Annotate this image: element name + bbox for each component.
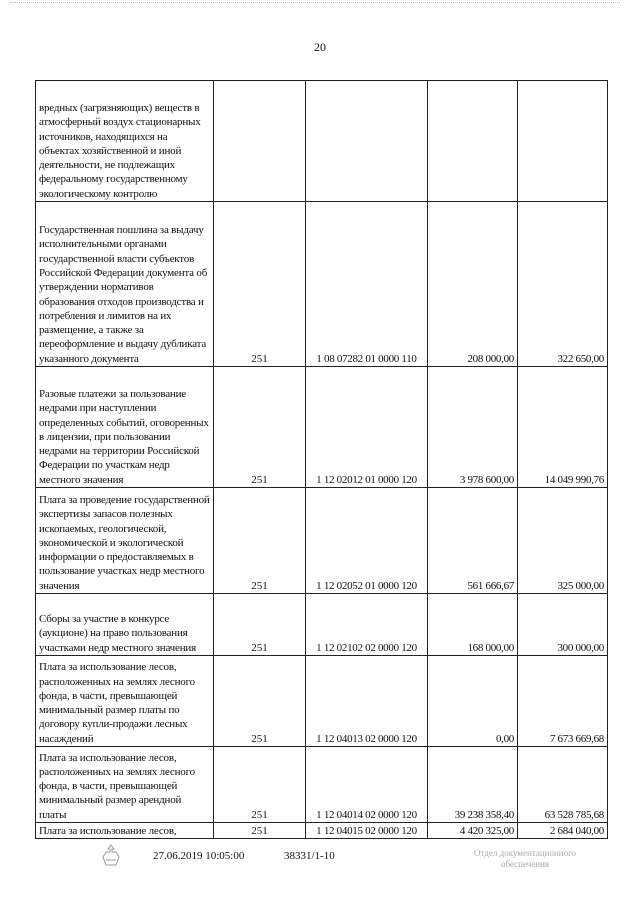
row-admin-code: 251 xyxy=(214,823,306,839)
row-admin-code: 251 xyxy=(214,202,306,367)
row-kbk-code: 1 12 02012 01 0000 120 xyxy=(306,367,428,488)
row-value-2: 14 049 990,76 xyxy=(518,367,608,488)
row-value-2: 300 000,00 xyxy=(518,594,608,656)
row-admin-code: 251 xyxy=(214,594,306,656)
row-value-2: 63 528 785,68 xyxy=(518,747,608,823)
row-value-1: 4 420 325,00 xyxy=(428,823,518,839)
row-name: вредных (загрязняющих) веществ в атмосферный воздух стационарных источников, находящихся на объектах хозяйственной и иной деятельности, не подлежащих федеральному государственному экологическому контролю xyxy=(36,81,214,202)
row-name: Плата за использование лесов, расположенных на землях лесного фонда, в части, превышающей минимальный размер платы по договору купли-продажи лесных насаждений xyxy=(36,656,214,747)
row-kbk-code: 1 12 04014 02 0000 120 xyxy=(306,747,428,823)
row-value-1: 3 978 600,00 xyxy=(428,367,518,488)
row-value-1: 561 666,67 xyxy=(428,488,518,594)
scan-top-edge xyxy=(10,2,620,7)
table-row xyxy=(36,823,608,839)
row-value-2 xyxy=(518,81,608,202)
row-kbk-code: 1 12 02052 01 0000 120 xyxy=(306,488,428,594)
row-value-1: 0,00 xyxy=(428,656,518,747)
row-name: Сборы за участие в конкурсе (аукционе) на право пользования участками недр местного значения xyxy=(36,594,214,656)
row-name: Плата за использование лесов, xyxy=(36,823,214,839)
table-row xyxy=(36,81,608,202)
row-admin-code: 251 xyxy=(214,656,306,747)
row-value-1: 168 000,00 xyxy=(428,594,518,656)
row-kbk-code: 1 12 04013 02 0000 120 xyxy=(306,656,428,747)
footer-datetime: 27.06.2019 10:05:00 xyxy=(153,850,245,862)
footer-stamp-text: Отдел документационного обеспечения xyxy=(473,848,577,869)
table-row xyxy=(36,367,608,488)
table-row xyxy=(36,202,608,367)
page-number: 20 xyxy=(314,40,326,54)
row-value-1: 208 000,00 xyxy=(428,202,518,367)
row-kbk-code: 1 12 02102 02 0000 120 xyxy=(306,594,428,656)
row-value-1: 39 238 358,40 xyxy=(428,747,518,823)
row-admin-code: 251 xyxy=(214,488,306,594)
row-admin-code: 251 xyxy=(214,747,306,823)
revenue-table xyxy=(35,80,608,839)
row-value-1 xyxy=(428,81,518,202)
footer-doc-number: 38331/1-10 xyxy=(284,850,335,862)
row-admin-code: 251 xyxy=(214,367,306,488)
row-kbk-code: 1 08 07282 01 0000 110 xyxy=(306,202,428,367)
row-value-2: 7 673 669,68 xyxy=(518,656,608,747)
row-value-2: 2 684 040,00 xyxy=(518,823,608,839)
row-kbk-code xyxy=(306,81,428,202)
table-row xyxy=(36,594,608,656)
table-row xyxy=(36,656,608,747)
row-admin-code xyxy=(214,81,306,202)
row-name: Плата за использование лесов, расположенных на землях лесного фонда, в части, превышающей минимальный размер арендной платы xyxy=(36,747,214,823)
row-value-2: 325 000,00 xyxy=(518,488,608,594)
row-value-2: 322 650,00 xyxy=(518,202,608,367)
emblem-icon xyxy=(100,843,122,874)
row-name: Разовые платежи за пользование недрами при наступлении определенных событий, оговоренных в лицензии, при пользовании недрами на территории Российской Федерации по участкам недр местного значения xyxy=(36,367,214,488)
row-name: Государственная пошлина за выдачу исполнительными органами государственной власти субъектов Российской Федерации документа об утверждении нормативов образования отходов производства и потребления и лимитов на их размещение, а также за переоформление и выдачу дубликата указанного документа xyxy=(36,202,214,367)
row-name: Плата за проведение государственной экспертизы запасов полезных ископаемых, геологической, экономической и экологической информации о предоставляемых в пользование участках недр местного значения xyxy=(36,488,214,594)
table-row xyxy=(36,488,608,594)
row-kbk-code: 1 12 04015 02 0000 120 xyxy=(306,823,428,839)
table-row xyxy=(36,747,608,823)
